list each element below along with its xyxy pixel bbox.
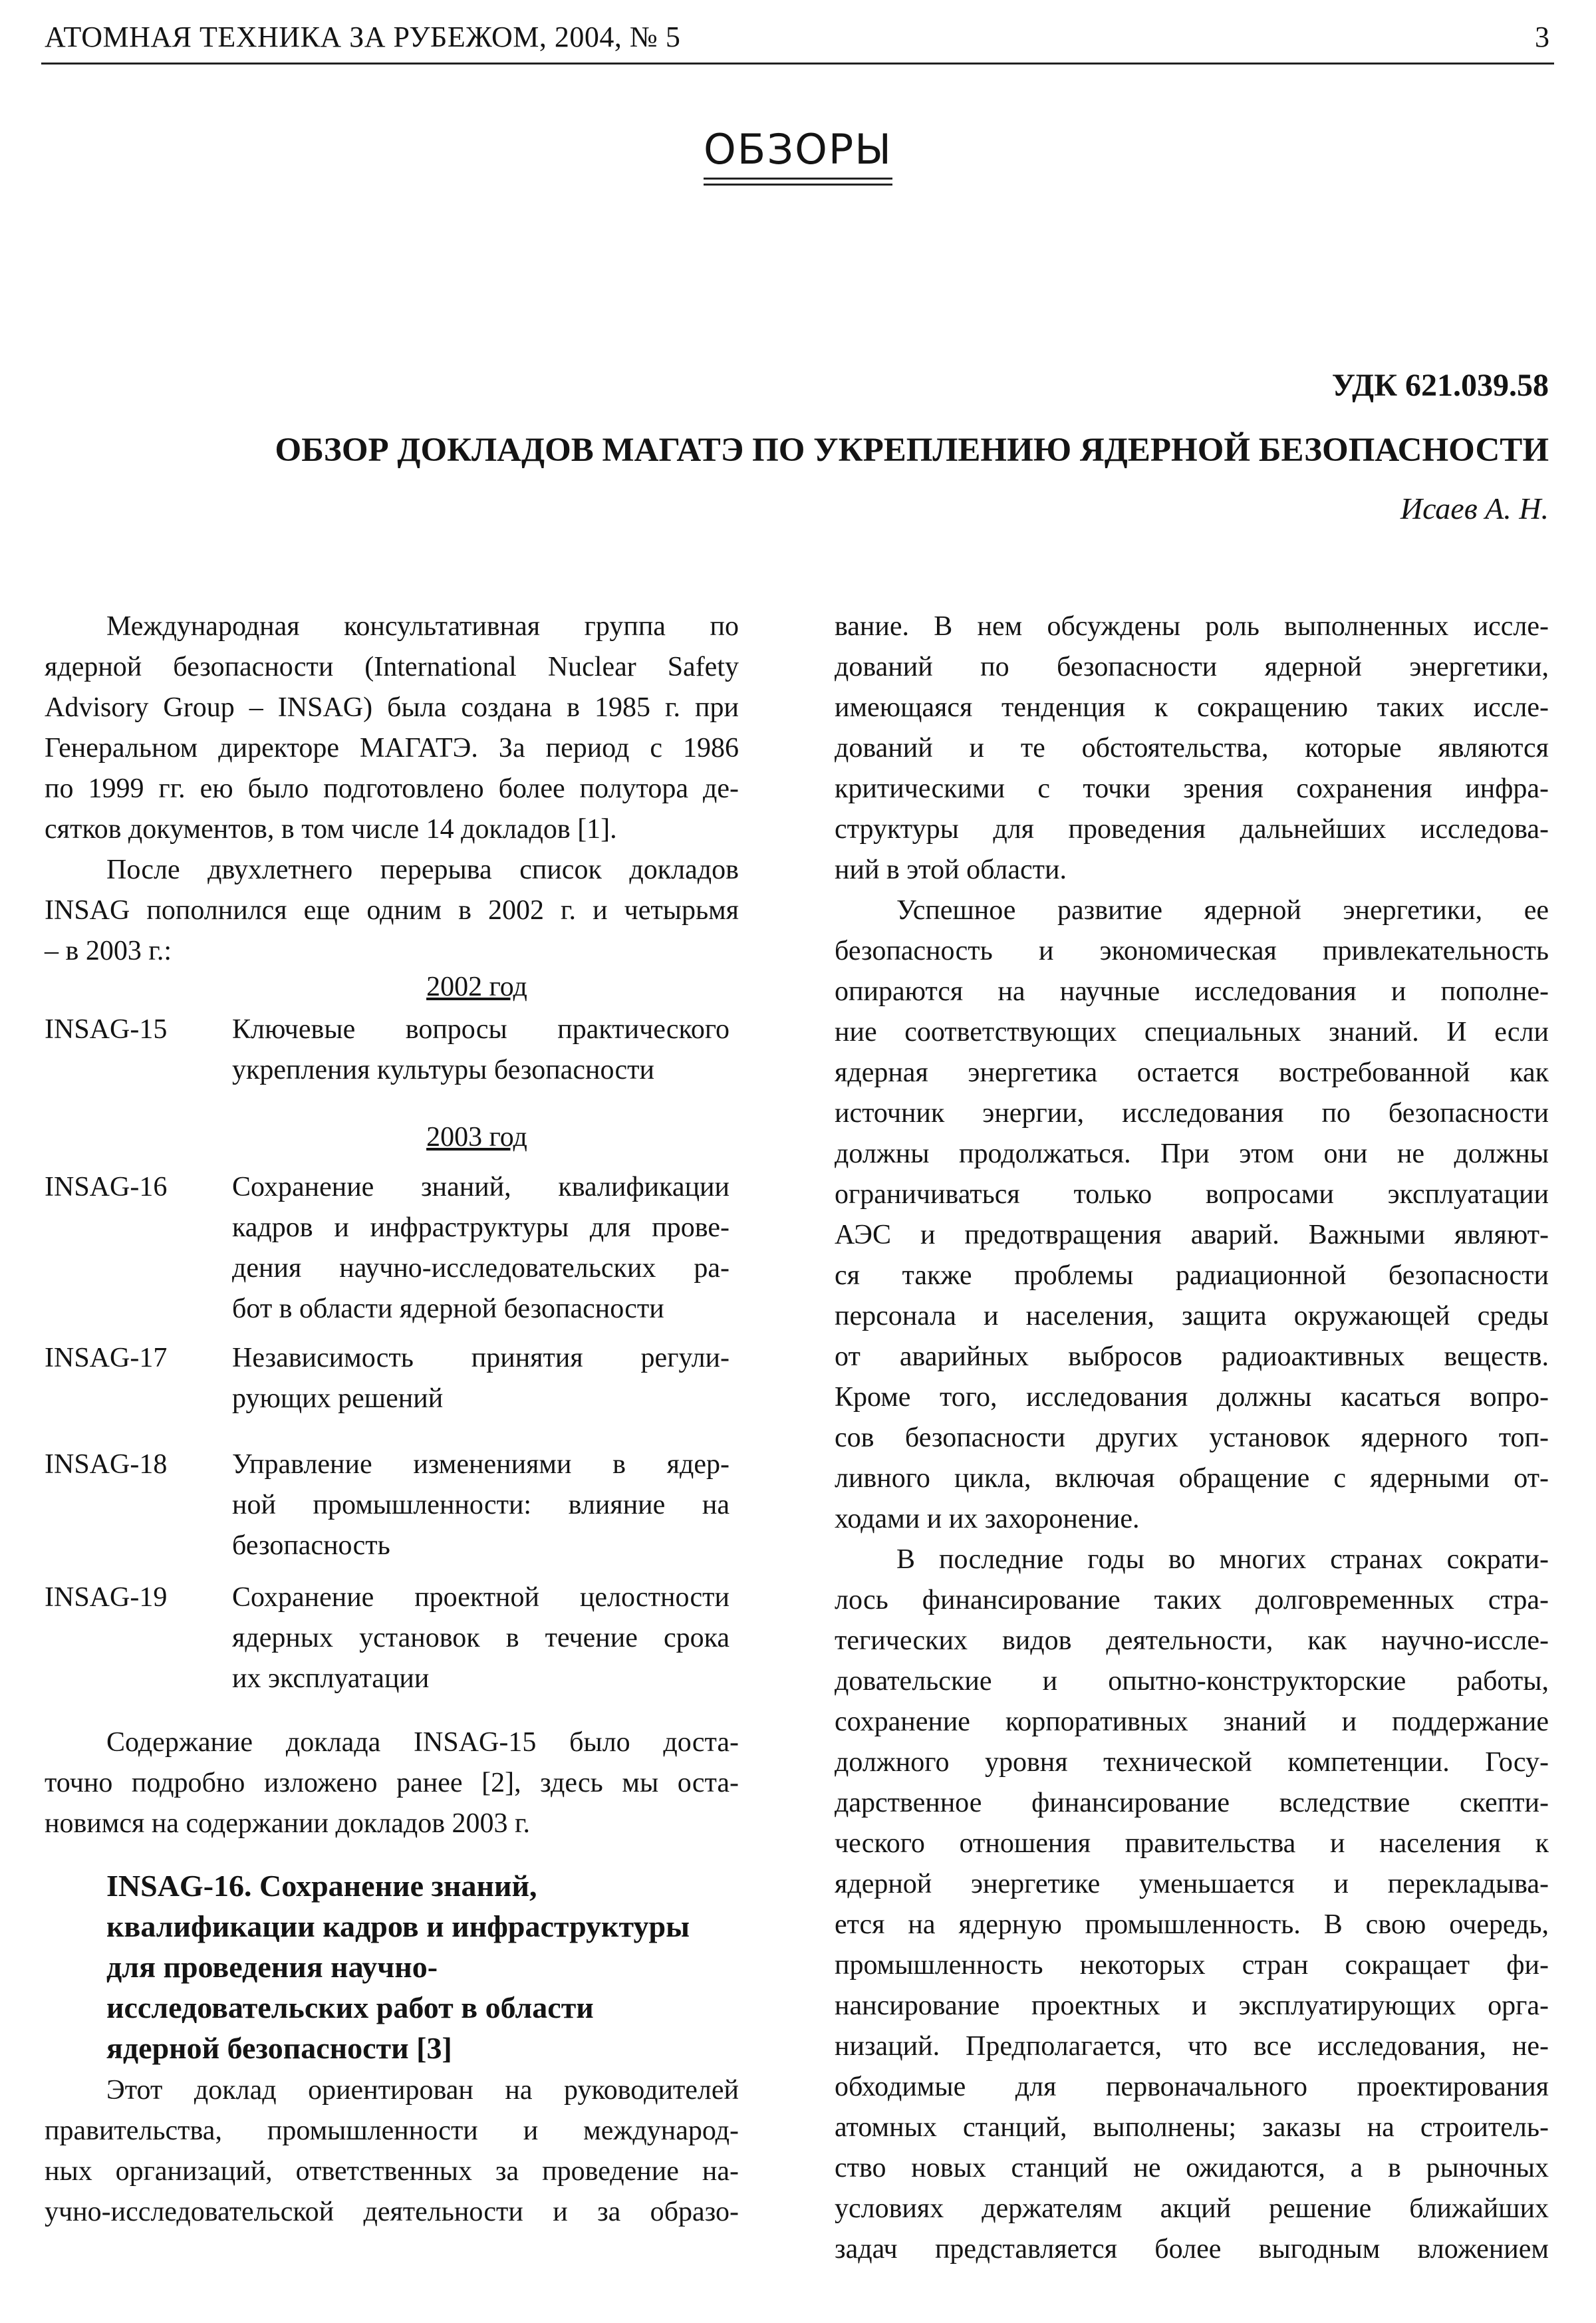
text-line: ется на ядерную промышленность. В свою очередь, [835,1909,1549,1940]
text-line: дения научно-исследовательских ра- [232,1253,730,1284]
paragraph-development [835,890,1549,1540]
text-line: вание. В нем обсуждены роль выполненных иссле- [835,611,1549,642]
text-line: сятков документов, в том числе 14 докладов [1]. [45,814,617,845]
text-line: безопасность и экономическая привлекательность [835,936,1549,966]
paragraph-intro [45,607,739,850]
text-line: INSAG пополнился еще одним в 2002 г. и четырьмя [45,895,739,926]
text-line: структуры для проведения дальнейших исследова- [835,814,1549,845]
text-line: их эксплуатации [232,1663,430,1694]
text-line: – в 2003 г.: [45,936,172,966]
text-line: ходами и их захоронение. [835,1504,1140,1534]
text-line: ных организаций, ответственных за проведение на- [45,2156,739,2187]
text-line: по 1999 гг. ею было подготовлено более полутора де- [45,773,739,804]
text-line: ядерных установок в течение срока [232,1623,730,1653]
report-code: INSAG-19 [45,1582,168,1613]
paragraph-insag16-intro [45,2070,739,2233]
header-rule [41,63,1554,65]
text-line: атомных станций, выполнены; заказы на строитель- [835,2112,1549,2143]
report-title [232,1338,730,1419]
text-line: ся также проблемы радиационной безопасности [835,1260,1549,1291]
running-header-journal: АТОМНАЯ ТЕХНИКА ЗА РУБЕЖОМ, 2004, № 5 [45,21,681,53]
text-line: ливного цикла, включая обращение с ядерными от- [835,1463,1549,1494]
article-title: ОБЗОР ДОКЛАДОВ МАГАТЭ ПО УКРЕПЛЕНИЮ ЯДЕРНОЙ БЕЗОПАСНОСТИ [275,432,1549,469]
text-line: правительства, промышленности и международ- [45,2116,739,2146]
text-line: INSAG-16. Сохранение знаний, [106,1869,537,1903]
text-line: ядерной безопасности (International Nuclear Safety [45,652,739,682]
paragraph-list-intro [45,850,739,972]
text-line: низаций. Предполагается, что все исследования, не- [835,2031,1549,2062]
report-code: INSAG-15 [45,1014,168,1045]
report-title [232,1577,730,1699]
section-title-text: ОБЗОРЫ [704,125,892,180]
text-line: Международная консультативная группа по [106,611,739,642]
text-line: дований и те обстоятельства, которые являются [835,733,1549,763]
udk-code: УДК 621.039.58 [1331,368,1549,403]
text-line: персонала и населения, защита окружающей среды [835,1301,1549,1331]
text-line: тегических видов деятельности, как научно-иссле- [835,1625,1549,1656]
text-line: Этот доклад ориентирован на руководителей [106,2075,739,2106]
text-line: довательские и опытно-конструкторские работы, [835,1666,1549,1697]
text-line: ной промышленности: влияние на [232,1490,730,1520]
paragraph-continued [835,607,1549,890]
section-title [0,125,1596,180]
text-line: имеющаяся тенденция к сокращению таких иссле- [835,692,1549,723]
subsection-heading-insag16 [106,1865,739,2068]
article-author: Исаев А. Н. [1400,491,1549,525]
text-line: должны продолжаться. При этом они не должны [835,1139,1549,1169]
text-line: должного уровня технической компетенции. Госу- [835,1747,1549,1778]
text-line: В последние годы во многих странах сократи- [896,1544,1549,1575]
text-line: ний в этой области. [835,855,1067,885]
text-line: ядерной энергетике уменьшается и перекладыва- [835,1869,1549,1899]
text-line: Успешное развитие ядерной энергетики, ее [896,895,1549,926]
text-line: обходимые для первоначального проектирования [835,2072,1549,2102]
text-line: условиях держателям акций решение ближайших [835,2193,1549,2224]
text-line: бот в области ядерной безопасности [232,1294,664,1324]
text-line: сов безопасности других установок ядерного топ- [835,1423,1549,1453]
text-line: рующих решений [232,1383,444,1414]
report-code: INSAG-16 [45,1172,168,1202]
text-line: Содержание доклада INSAG-15 было доста- [106,1727,739,1758]
report-title [232,1167,730,1329]
text-line: После двухлетнего перерыва список докладов [106,855,739,885]
paragraph-insag15-note [45,1722,739,1844]
text-line: Независимость принятия регули- [232,1343,730,1373]
paragraph-funding [835,1540,1549,2270]
report-code: INSAG-17 [45,1343,168,1373]
text-line: ство новых станций не ожидаются, а в рыночных [835,2153,1549,2183]
text-line: лось финансирование таких долговременных стра- [835,1585,1549,1615]
text-line: для проведения научно- [106,1950,438,1984]
text-line: безопасность [232,1530,390,1561]
text-line: АЭС и предотвращения аварий. Важными являют- [835,1220,1549,1250]
text-line: сохранение корпоративных знаний и поддержание [835,1707,1549,1737]
text-line: опираются на научные исследования и пополне- [835,976,1549,1007]
text-line: критическими с точки зрения сохранения инфра- [835,773,1549,804]
text-line: Advisory Group – INSAG) была создана в 1985 г. при [45,692,739,723]
text-line: дарственное финансирование вследствие скепти- [835,1788,1549,1818]
text-line: учно-исследовательской деятельности и за образо- [45,2197,739,2227]
text-line: дований по безопасности ядерной энергетики, [835,652,1549,682]
text-line: ческого отношения правительства и населения к [835,1828,1549,1859]
report-title [232,1010,730,1091]
text-line: Управление изменениями в ядер- [232,1449,730,1480]
text-line: нансирование проектных и эксплуатирующих орга- [835,1990,1549,2021]
text-line: задач представляется более выгодным вложением [835,2234,1549,2264]
text-line: квалификации кадров и инфраструктуры [106,1909,690,1943]
page-number: 3 [1535,21,1549,53]
text-line: источник энергии, исследования по безопасности [835,1098,1549,1129]
text-line: ние соответствующих специальных знаний. И если [835,1017,1549,1047]
year-heading-2003: 2003 год [426,1122,527,1153]
report-code: INSAG-18 [45,1449,168,1480]
text-line: точно подробно изложено ранее [2], здесь мы оста- [45,1768,739,1798]
text-line: Ключевые вопросы практического [232,1014,730,1045]
text-line: кадров и инфраструктуры для прове- [232,1212,730,1243]
text-line: укрепления культуры безопасности [232,1055,654,1085]
text-line: Сохранение проектной целостности [232,1582,730,1613]
text-line: ограничиваться только вопросами эксплуатации [835,1179,1549,1210]
text-line: Кроме того, исследования должны касаться вопро- [835,1382,1549,1413]
text-line: ядерной безопасности [3] [106,2031,452,2065]
text-line: Генеральном директоре МАГАТЭ. За период с 1986 [45,733,739,763]
text-line: исследовательских работ в области [106,1990,594,2024]
year-heading-2002: 2002 год [426,972,527,1002]
text-line: новимся на содержании докладов 2003 г. [45,1808,531,1839]
text-line: Сохранение знаний, квалификации [232,1172,730,1202]
text-line: ядерная энергетика остается востребованной как [835,1057,1549,1088]
report-title [232,1444,730,1566]
text-line: промышленность некоторых стран сокращает фи- [835,1950,1549,1981]
text-line: от аварийных выбросов радиоактивных веществ. [835,1341,1549,1372]
